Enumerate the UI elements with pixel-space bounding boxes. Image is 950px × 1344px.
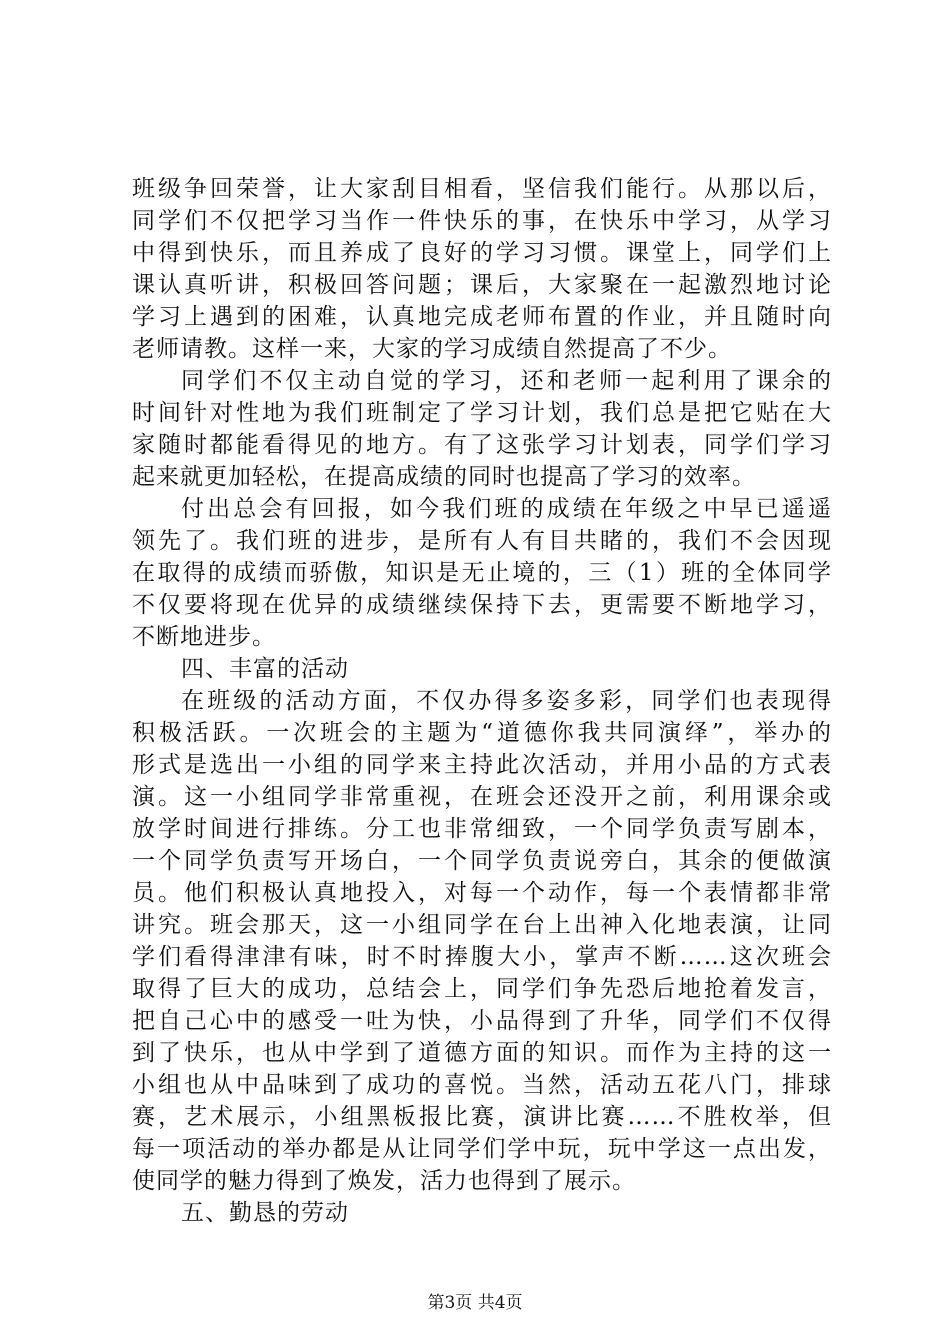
page-footer: 第3页 共4页 [427,1293,523,1313]
text-line: 领先了。我们班的进步，是所有人有目共睹的，我们不会因现 [132,528,832,554]
text-line: 班级争回荣誉，让大家刮目相看，坚信我们能行。从那以后， [132,176,832,202]
text-line: 形式是选出一小组的同学来主持此次活动，并用小品的方式表 [132,752,832,778]
text-line: 一个同学负责写开场白，一个同学负责说旁白，其余的便做演 [132,848,832,874]
section-heading: 五、勤恳的劳动 [181,1200,349,1226]
text-line: 员。他们积极认真地投入，对每一个动作，每一个表情都非常 [132,880,832,906]
text-line: 老师请教。这样一来，大家的学习成绩自然提高了不少。 [132,336,732,362]
text-line: 学们看得津津有味，时不时捧腹大小，掌声不断……这次班会 [132,944,832,970]
text-line: 起来就更加轻松，在提高成绩的同时也提高了学习的效率。 [132,464,756,490]
text-line: 每一项活动的举办都是从让同学们学中玩，玩中学这一点出发， [132,1136,832,1162]
text-line: 演。这一小组同学非常重视，在班会还没开之前，利用课余或 [132,784,832,810]
text-line: 时间针对性地为我们班制定了学习计划，我们总是把它贴在大 [132,400,832,426]
text-line: 中得到快乐，而且养成了良好的学习习惯。课堂上，同学们上 [132,240,832,266]
text-line: 把自己心中的感受一吐为快，小品得到了升华，同学们不仅得 [132,1008,832,1034]
text-line: 赛，艺术展示，小组黑板报比赛，演讲比赛……不胜枚举，但 [132,1104,832,1130]
text-line: 不仅要将现在优异的成绩继续保持下去，更需要不断地学习， [132,592,832,618]
section-heading: 四、丰富的活动 [181,656,349,682]
text-line: 讲究。班会那天，这一小组同学在台上出神入化地表演，让同 [132,912,832,938]
text-line: 同学们不仅主动自觉的学习，还和老师一起利用了课余的 [181,368,832,394]
text-line: 同学们不仅把学习当作一件快乐的事，在快乐中学习，从学习 [132,208,832,234]
text-line: 使同学的魅力得到了焕发，活力也得到了展示。 [132,1168,636,1194]
text-line: 在班级的活动方面，不仅办得多姿多彩，同学们也表现得 [181,688,832,714]
text-line: 家随时都能看得见的地方。有了这张学习计划表，同学们学习 [132,432,832,458]
text-line: 到了快乐，也从中学到了道德方面的知识。而作为主持的这一 [132,1040,832,1066]
text-line: 小组也从中品味到了成功的喜悦。当然，活动五花八门，排球 [132,1072,832,1098]
text-line: 在取得的成绩而骄傲，知识是无止境的，三（1）班的全体同学 [132,560,832,586]
text-line: 不断地进步。 [132,624,276,650]
text-line: 取得了巨大的成功，总结会上，同学们争先恐后地抢着发言， [132,976,832,1002]
text-line: 付出总会有回报，如今我们班的成绩在年级之中早已遥遥 [181,496,832,522]
text-line: 课认真听讲，积极回答问题；课后，大家聚在一起激烈地讨论 [132,272,832,298]
text-line: 学习上遇到的困难，认真地完成老师布置的作业，并且随时向 [132,304,832,330]
document-body [132,173,832,1229]
text-line: 放学时间进行排练。分工也非常细致，一个同学负责写剧本， [132,816,832,842]
text-line: 积极活跃。一次班会的主题为“道德你我共同演绎”，举办的 [132,720,832,746]
